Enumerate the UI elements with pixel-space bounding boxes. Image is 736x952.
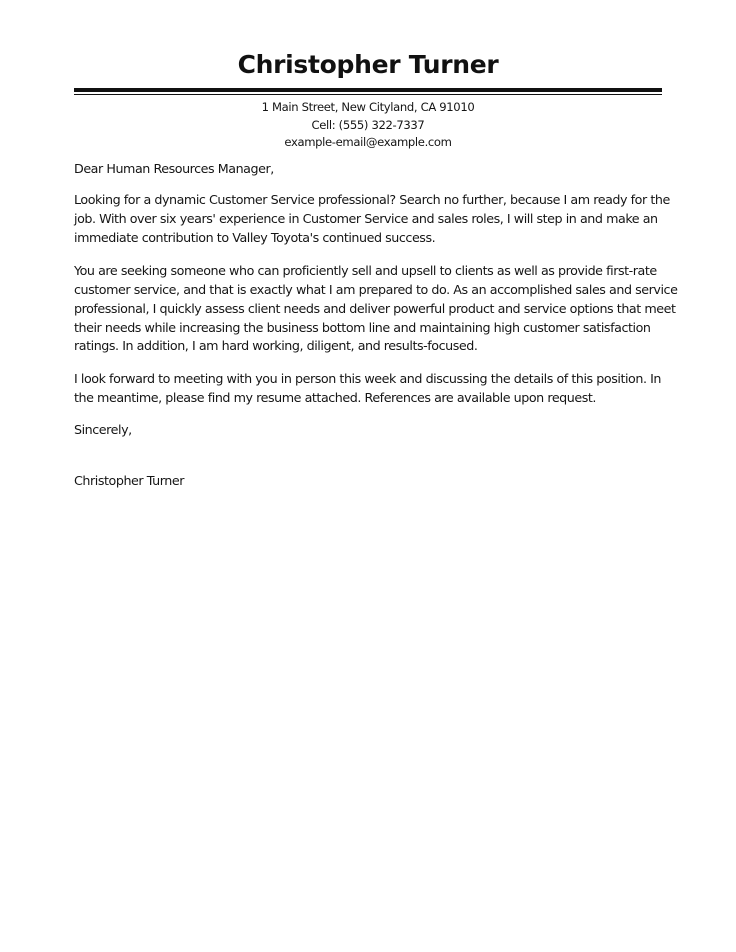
paragraph-line: the meantime, please find my resume attached. References are available upon request. <box>74 390 597 405</box>
contact-phone: Cell: (555) 322-7337 <box>311 118 425 132</box>
paragraph-line: Looking for a dynamic Customer Service professional? Search no further, because I am ready for the <box>74 192 670 207</box>
paragraph-line: their needs while increasing the business bottom line and maintaining high customer satisfaction <box>74 320 651 335</box>
paragraph-line: You are seeking someone who can proficiently sell and upsell to clients as well as provide first-rate <box>74 263 657 278</box>
header-divider-thin <box>74 94 662 95</box>
salutation: Dear Human Resources Manager, <box>74 161 274 176</box>
closing: Sincerely, <box>74 422 132 437</box>
paragraph-line: I look forward to meeting with you in person this week and discussing the details of this position. In <box>74 371 662 386</box>
paragraph-line: immediate contribution to Valley Toyota's continued success. <box>74 230 436 245</box>
paragraph-line: job. With over six years' experience in Customer Service and sales roles, I will step in and make an <box>74 211 658 226</box>
paragraph-line: professional, I quickly assess client needs and deliver powerful product and service options that meet <box>74 301 676 316</box>
paragraph-line: customer service, and that is exactly what I am prepared to do. As an accomplished sales and service <box>74 282 678 297</box>
paragraph-line: ratings. In addition, I am hard working, diligent, and results-focused. <box>74 338 478 353</box>
signature: Christopher Turner <box>74 473 184 488</box>
contact-address: 1 Main Street, New Cityland, CA 91010 <box>261 100 475 114</box>
applicant-name-heading: Christopher Turner <box>237 50 499 79</box>
contact-email: example-email@example.com <box>284 135 452 149</box>
header-divider-thick <box>74 88 662 92</box>
